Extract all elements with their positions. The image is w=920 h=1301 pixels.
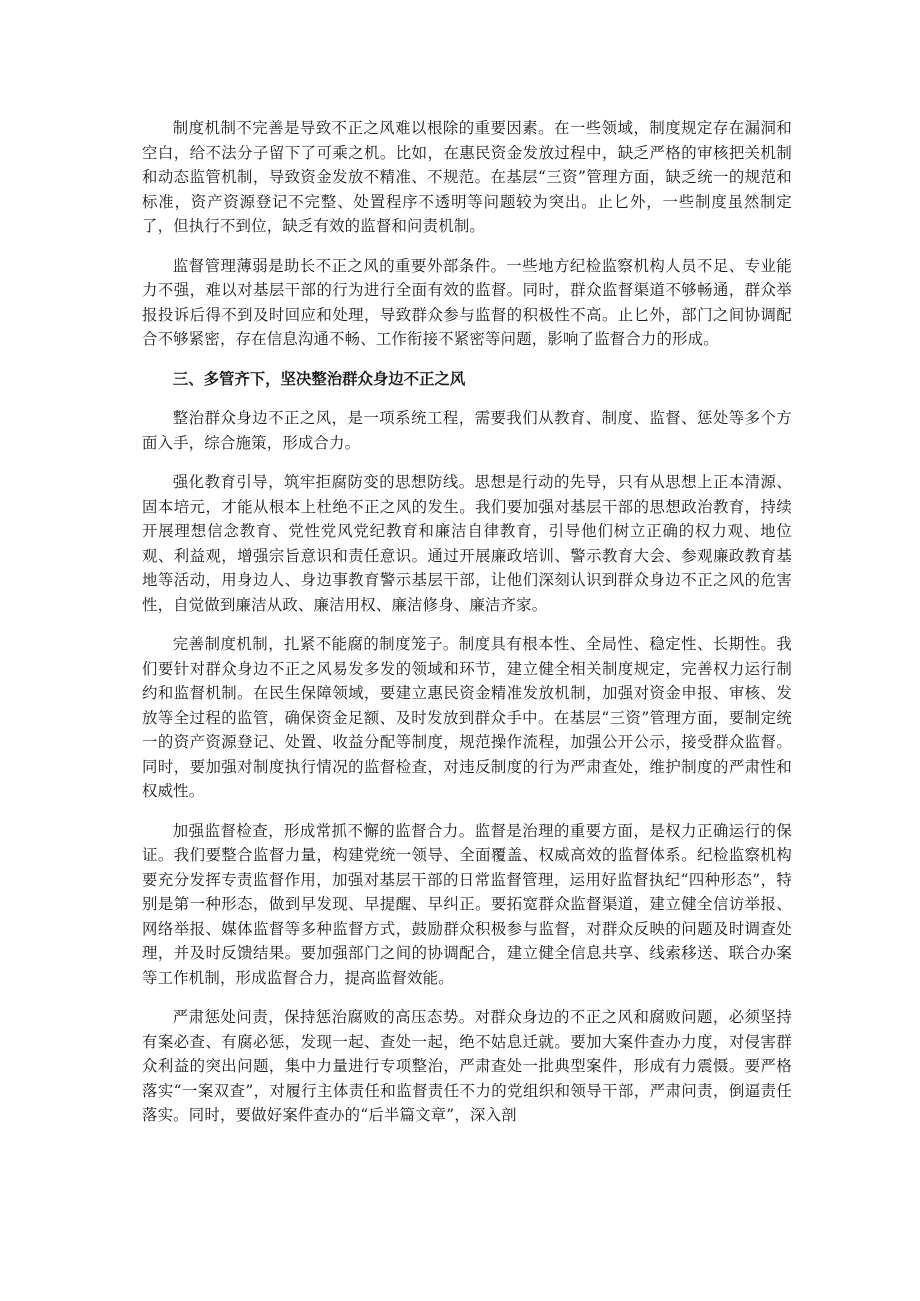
section-heading-three: 三、多管齐下，坚决整治群众身边不正之风 [172,369,466,388]
paragraph-institutional-flaws: 制度机制不完善是导致不正之风难以根除的重要因素。在一些领域，制度规定存在漏洞和空白，给不法分子留下了可乘之机。比如，在惠民资金发放过程中，缺乏严格的审核把关机制和动态监管机制，导致资金发放不精准、不规范。在基层“三资”管理方面，缺乏统一的规范和标准，资产资源登记不完整、处置程序不透明等问题较为突出。止匕外，一些制度虽然制定了，但执行不到位，缺乏有效的监督和问责机制。 [142,119,792,235]
paragraph-institutions: 完善制度机制，扎紧不能腐的制度笼子。制度具有根本性、全局性、稳定性、长期性。我们要针对群众身边不正之风易发多发的领域和环节，建立健全相关制度规定，完善权力运行制约和监督机制。在民生保障领域，要建立惠民资金精准发放机制，加强对资金申报、审核、发放等全过程的监管，确保资金足额、及时发放到群众手中。在基层“三资”管理方面，要制定统一的资产资源登记、处置、收益分配等制度，规范操作流程，加强公开公示，接受群众监督。同时，要加强对制度执行情况的监督检查，对违反制度的行为严肃查处，维护制度的严肃性和权威性。 [142,635,792,800]
paragraph-intro: 整治群众身边不正之风，是一项系统工程，需要我们从教育、制度、监督、惩处等多个方面入手，综合施策，形成合力。 [142,409,792,452]
paragraph-supervision: 加强监督检查，形成常抓不懈的监督合力。监督是治理的重要方面，是权力正确运行的保证。我们要整合监督力量，构建党统一领导、全面覆盖、权威高效的监督体系。纪检监察机构要充分发挥专责监督作用，加强对基层干部的日常监督管理，运用好监督执纪“四种形态”，特别是第一种形态，做到早发现、早提醒、早纠正。要拓宽群众监督渠道，建立健全信访举报、网络举报、媒体监督等多种监督方式，鼓励群众积极参与监督，对群众反映的问题及时调查处理，并及时反馈结果。要加强部门之间的协调配合，建立健全信息共享、线索移送、联合办案等工作机制，形成监督合力，提高监督效能。 [142,821,792,987]
paragraph-weak-supervision: 监督管理薄弱是助长不正之风的重要外部条件。一些地方纪检监察机构人员不足、专业能力不强，难以对基层干部的行为进行全面有效的监督。同时，群众监督渠道不够畅通，群众举报投诉后得不到及时回应和处理，导致群众参与监督的积极性不高。止匕外，部门之间协调配合不够紧密，存在信息沟通不畅、工作衔接不紧密等问题，影响了监督合力的形成。 [142,256,792,348]
paragraph-education: 强化教育引导，筑牢拒腐防变的思想防线。思想是行动的先导，只有从思想上正本清源、固本培元，才能从根本上杜绝不正之风的发生。我们要加强对基层干部的思想政治教育，持续开展理想信念教育、党性党风党纪教育和廉洁自律教育，引导他们树立正确的权力观、地位观、利益观，增强宗旨意识和责任意识。通过开展廉政培训、警示教育大会、参观廉政教育基地等活动，用身边人、身边事教育警示基层干部，让他们深刻认识到群众身边不正之风的危害性，自觉做到廉洁从政、廉洁用权、廉洁修身、廉洁齐家。 [142,473,792,614]
document-page [142,116,792,1143]
paragraph-accountability: 严肃惩处问责，保持惩治腐败的高压态势。对群众身边的不正之风和腐败问题，必须坚持有案必查、有腐必惩，发现一起、查处一起，绝不姑息迁就。要加大案件查办力度，对侵害群众利益的突出问题，集中力量进行专项整治，严肃查处一批典型案件，形成有力震慑。要严格落实“一案双查”，对履行主体责任和监督责任不力的党组织和领导干部，严肃问责，倒逼责任落实。同时，要做好案件查办的“后半篇文章”，深入剖 [142,1008,792,1124]
